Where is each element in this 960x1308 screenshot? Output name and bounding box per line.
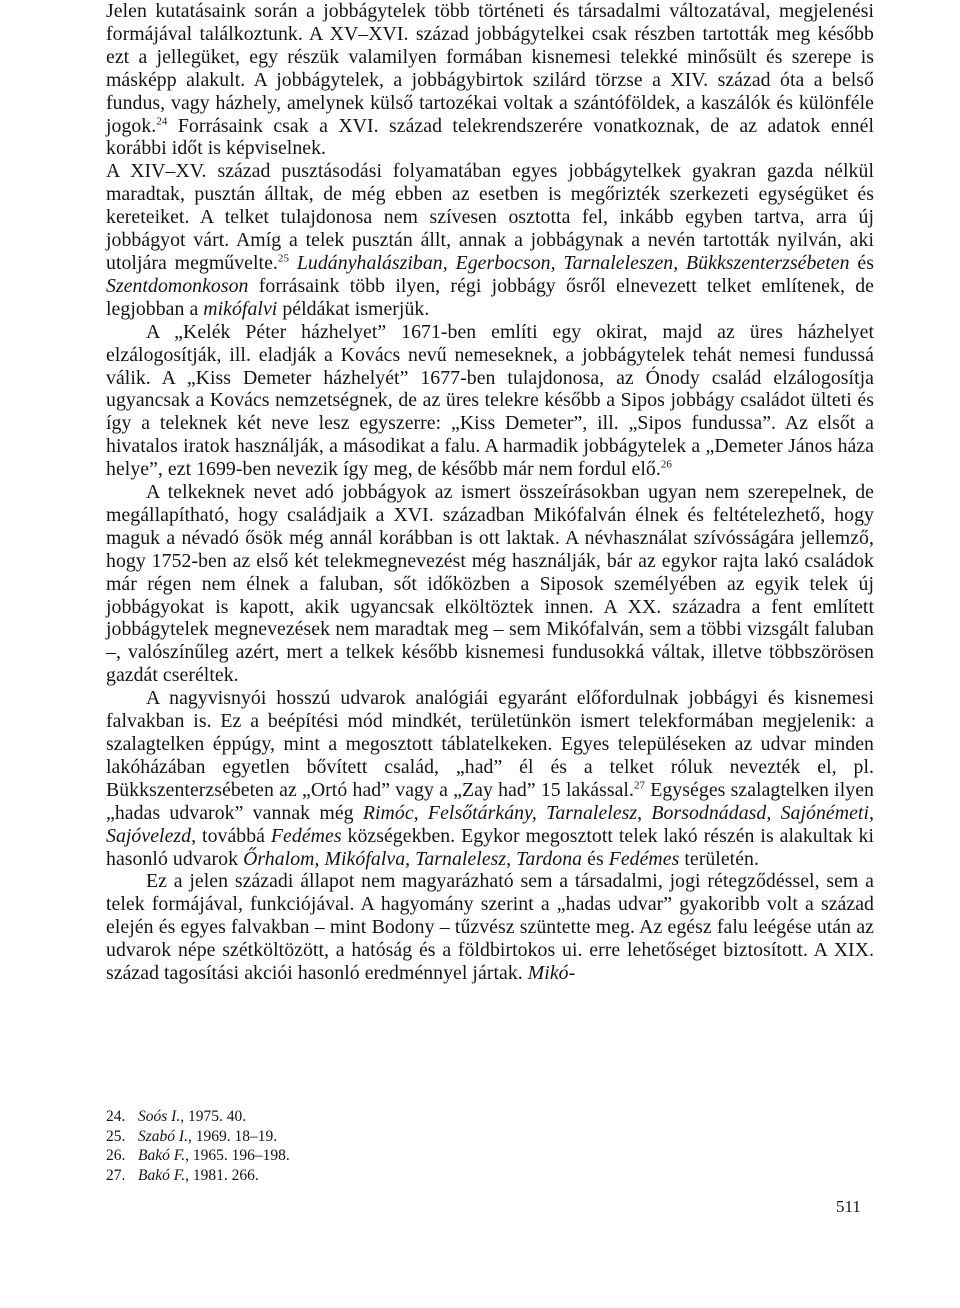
footnote-number: 26.: [106, 1147, 126, 1165]
footnote: [106, 1146, 290, 1166]
text-run: és: [582, 847, 609, 870]
page-number: 511: [836, 1197, 861, 1216]
footnote-citation: , 1969. 18–19.: [187, 1127, 278, 1145]
text-run: továbbá: [196, 824, 271, 847]
footnote-author: Szabó I.: [138, 1127, 188, 1145]
paragraph: [106, 321, 874, 481]
italic-place-name: mikófalvi: [203, 297, 278, 320]
paragraph: [106, 870, 874, 985]
text-run: Egységes szalagtelken ilyen „hadas udvarok” vannak még: [106, 778, 874, 824]
footnote-citation: , 1965. 196–198.: [185, 1147, 290, 1165]
text-run: forrásaink több ilyen, régi jobbágy ősről elnevezett telket említenek, de legjobban a: [106, 274, 874, 320]
footnote-ref: 24: [156, 114, 168, 127]
italic-place-name: Rimóc, Felsőtárkány, Tarnalelesz, Borsodnádasd, Sajónémeti, Sajóvelezd,: [106, 801, 874, 847]
text-run: Jelen kutatásaink során a jobbágytelek több történeti és társadalmi változatával, megjelenési formájával találkoztunk. A XV–XVI. század jobbágytelkei csak részben tartották meg később ezt a jellegüket, egy részük valamilyen formában kisnemesi telekké minősült és szerepe is másképp alakult. A jobbágytelek, a jobbágybirtok szilárd törzse a XIV. század óta a belső fundus, vagy házhely, amelynek külső tartozékai voltak a szántóföldek, a kaszálók és különféle jogok.: [106, 0, 874, 137]
footnote: [106, 1127, 290, 1147]
footnote-ref: 27: [633, 779, 646, 792]
footnote-ref: 25: [277, 252, 290, 265]
footnote-ref: 26: [660, 458, 672, 471]
paragraph: [106, 687, 874, 870]
text-run: [289, 252, 297, 274]
text-run: és: [849, 251, 875, 274]
footnotes: [106, 1107, 290, 1185]
body-text: [106, 0, 874, 985]
italic-place-name: Fedémes: [608, 847, 680, 870]
italic-place-name: Mikó-: [527, 962, 576, 985]
footnote-number: 24.: [106, 1108, 126, 1125]
footnote-number: 27.: [106, 1166, 126, 1184]
footnote: [106, 1166, 290, 1186]
paragraph: [106, 481, 874, 687]
text-run: A nagyvisnyói hosszú udvarok analógiái egyaránt előfordulnak jobbágyi és kisnemesi falvakban is. Ez a beépítési mód mindkét, területünkön ismert telekformában megjelenik: a szalagtelken éppúgy, mint a megosztott táblatelkeken. Egyes településeken az udvar minden lakóházában egyetlen bővített család, „had” él és a telket róluk nevezték el, pl. Bükkszenterzsébeten az „Ortó had” vagy a „Zay had” 15 lakással.: [106, 687, 874, 801]
text-run: Forrásaink csak a XVI. század telekrendszerére vonatkoznak, de az adatok ennél korábbi időt is képviselnek.: [106, 114, 874, 160]
paragraph: [106, 0, 874, 160]
footnote-author: Soós I.: [138, 1108, 181, 1125]
italic-place-name: Szentdomonkoson: [106, 274, 249, 297]
footnote-author: Bakó F.: [138, 1147, 186, 1165]
text-run: példákat ismerjük.: [277, 297, 430, 320]
text-run: területén.: [679, 847, 759, 870]
text-run: Ez a jelen századi állapot nem magyarázható sem a társadalmi, jogi rétegződéssel, sem a telek formájával, funkciójával. A hagyomány szerint a „hadas udvar” gyakoribb volt a század elején és egyes falvakban – mint Bodony – tűzvész szüntette meg. Az egész falu leégése után az udvarok népe szétköltözött, a hatóság és a földbirtokos ui. erre lehetőséget biztosított. A XIX. század tagosítási akciói hasonló eredménnyel jártak.: [106, 870, 874, 985]
text-run: A telkeknek nevet adó jobbágyok az ismert összeírásokban ugyan nem szerepelnek, de megállapítható, hogy családjaik a XVI. században Mikófalván élnek és feltételezhető, hogy maguk a névadó ősök még annál korábban is ott laktak. A névhasználat szívósságára jellemző, hogy 1752-ben az első két telekmegnevezést még használják, bár az egykor rajta lakó családok már régen nem élnek a faluban, sőt időközben a Siposok személyében az egyik telek új jobbágyokat is kapott, akik ugyancsak elköltöztek innen. A XX. századra a fent említett jobbágytelek megnevezések nem maradtak meg – sem Mikófalván, sem a többi vizsgált faluban –, valószínűleg azért, mert a telkek később kisnemesi fundusokká váltak, illetve többszörösen gazdát cseréltek.: [106, 481, 874, 687]
page: [106, 0, 874, 985]
italic-place-name: Ludányhalásziban, Egerbocson, Tarnaleleszen, Bükkszenterzsébeten: [296, 251, 850, 274]
footnote-citation: , 1981. 266.: [185, 1166, 259, 1184]
italic-place-name: Őrhalom, Mikófalva, Tarnalelesz, Tardona: [243, 847, 583, 870]
paragraph: [106, 160, 874, 320]
footnote-number: 25.: [106, 1127, 126, 1145]
text-run: A „Kelék Péter házhelyet” 1671-ben említi egy okirat, majd az üres házhelyet elzálogosítják, ill. eladják a Kovács nevű nemeseknek, a jobbágytelek tehát nemesi fundussá válik. A „Kiss Demeter házhelyét” 1677-ben tulajdonosa, az Ónody család elzálogosítja ugyancsak a Kovács nemzetségnek, de az üres telekre később a Sipos jobbágy családot ülteti és így a teleknek két neve lesz egyszerre: „Kiss Demeter”, ill. „Sipos fundussa”. Az elsőt a hivatalos iratok használják, a másodikat a falu. A harmadik jobbágytelek a „Demeter János háza helye”, ezt 1699-ben nevezik így meg, de később már nem fordul elő.: [106, 320, 874, 481]
text-run: községekben. Egykor megosztott telek lakó részén is alakultak ki hasonló udvarok: [106, 824, 874, 870]
footnote: [106, 1107, 290, 1127]
footnote-citation: , 1975. 40.: [180, 1108, 247, 1125]
footnote-author: Bakó F.: [138, 1166, 186, 1184]
text-run: A XIV–XV. század pusztásodási folyamatában egyes jobbágytelkek gyakran gazda nélkül maradtak, pusztán álltak, de még ebben az esetben is megőrizték szerkezeti egységüket és kereteiket. A telket tulajdonosa nem szívesen osztotta fel, inkább egyben tartva, arra új jobbágyot várt. Amíg a telek pusztán állt, annak a jobbágynak a nevén tartották nyilván, aki utoljára megművelte.: [106, 160, 874, 274]
italic-place-name: Fedémes: [270, 824, 342, 847]
